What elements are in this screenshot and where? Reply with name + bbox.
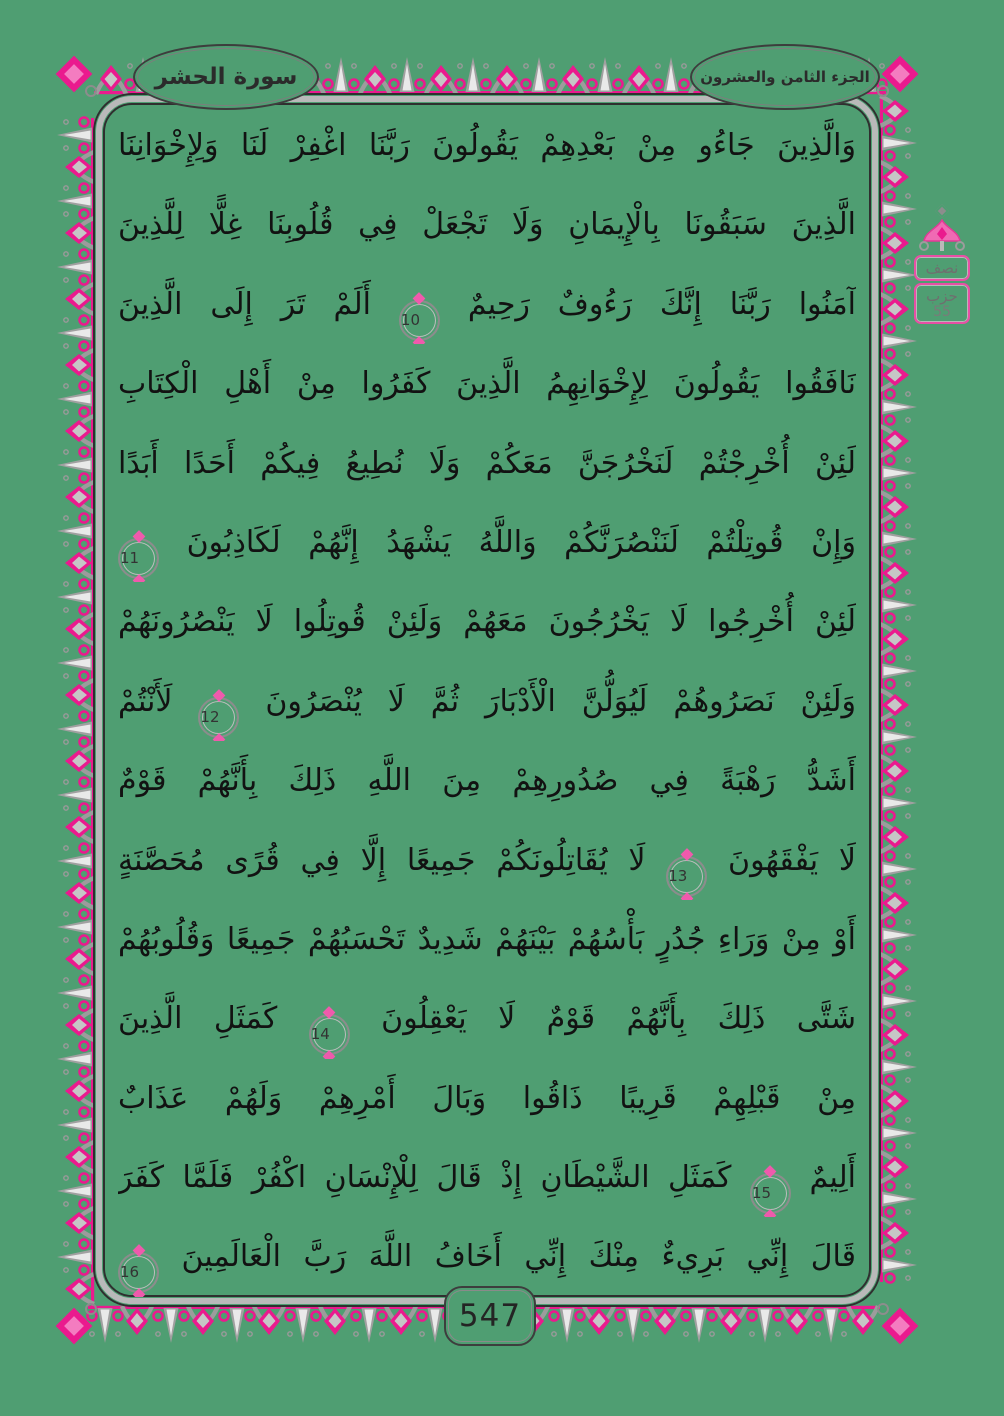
hizb-marker <box>914 206 970 324</box>
surah-name-cartouche <box>133 44 319 110</box>
page-number-cartouche <box>444 1286 536 1346</box>
ornamental-border-left <box>57 118 94 1307</box>
quran-line-text: وَلَئِنْ نَصَرُوهُمْ لَيُوَلُّنَّ الْأَدْبَارَ ثُمَّ لَا يُنْصَرُونَ <box>265 683 856 719</box>
quran-line <box>118 662 856 741</box>
quran-line <box>118 582 856 661</box>
quran-line <box>118 265 856 344</box>
half-hizb-box <box>914 255 970 281</box>
quran-line-text: لَا يَفْقَهُونَ <box>728 842 856 878</box>
quran-line-text: كَمَثَلِ الشَّيْطَانِ إِذْ قَالَ لِلْإِنْسَانِ اكْفُرْ فَلَمَّا كَفَرَ <box>118 1160 732 1196</box>
quran-line-text: لَئِنْ أُخْرِجْتُمْ لَنَخْرُجَنَّ مَعَكُمْ وَلَا نُطِيعُ فِيكُمْ أَحَدًا أَبَدًا <box>118 445 856 481</box>
quran-line-text: مِنْ قَبْلِهِمْ قَرِيبًا ذَاقُوا وَبَالَ أَمْرِهِمْ وَلَهُمْ عَذَابٌ <box>118 1080 856 1116</box>
quran-line-text: وَإِنْ قُوتِلْتُمْ لَنَنْصُرَنَّكُمْ وَاللَّهُ يَشْهَدُ إِنَّهُمْ لَكَاذِبُونَ <box>186 524 856 560</box>
quran-line-text: أَلِيمٌ <box>809 1160 856 1196</box>
verse-number-marker: 13 <box>666 856 707 897</box>
quran-line-text: وَالَّذِينَ جَاءُو مِنْ بَعْدِهِمْ يَقُولُونَ رَبَّنَا اغْفِرْ لَنَا وَلِإِخْوَانِنَا <box>118 128 856 163</box>
juz-cartouche <box>690 44 880 110</box>
diamond-icon <box>935 204 949 218</box>
quran-line <box>118 185 856 264</box>
quran-line-text: شَتَّى ذَلِكَ بِأَنَّهُمْ قَوْمٌ لَا يَعْقِلُونَ <box>381 1001 856 1037</box>
quran-line-text: لَأَنْتُمْ <box>118 683 173 719</box>
verse-number-marker: 12 <box>198 697 239 738</box>
quran-line-text: كَمَثَلِ الَّذِينَ <box>118 1001 278 1037</box>
quran-line-text: قَالَ إِنِّي بَرِيءٌ مِنْكَ إِنِّي أَخَافُ اللَّهَ رَبَّ الْعَالَمِينَ <box>181 1239 856 1275</box>
juz-label: الجزء الثامن والعشرون <box>700 68 870 86</box>
quran-line-text: لَا يُقَاتِلُونَكُمْ جَمِيعًا إِلَّا فِي قُرًى مُحَصَّنَةٍ <box>118 842 646 878</box>
verse-number-marker: 15 <box>750 1173 791 1214</box>
quran-line <box>118 741 856 820</box>
hizb-number-label: 55 <box>933 304 951 320</box>
half-hizb-label: نصف <box>925 259 959 277</box>
hizb-number-box <box>914 283 970 324</box>
surah-name-label: سورة الحشر <box>154 64 298 90</box>
quran-line-text: أَوْ مِنْ وَرَاءِ جُدُرٍ بَأْسُهُمْ بَيْنَهُمْ شَدِيدٌ تَحْسَبُهُمْ جَمِيعًا وَقُلُوبُهُمْ <box>118 921 856 957</box>
ornamental-border-right <box>880 94 917 1283</box>
quran-line <box>118 344 856 423</box>
verse-number-marker: 16 <box>118 1252 159 1293</box>
quran-line-text: نَافَقُوا يَقُولُونَ لِإِخْوَانِهِمُ الَّذِينَ كَفَرُوا مِنْ أَهْلِ الْكِتَابِ <box>118 366 856 402</box>
verse-number-marker: 10 <box>399 300 440 341</box>
quran-line-text: الَّذِينَ سَبَقُونَا بِالْإِيمَانِ وَلَا تَجْعَلْ فِي قُلُوبِنَا غِلًّا لِلَّذِينَ <box>118 207 856 243</box>
quran-line-text: أَشَدُّ رَهْبَةً فِي صُدُورِهِمْ مِنَ اللَّهِ ذَلِكَ بِأَنَّهُمْ قَوْمٌ <box>118 763 856 799</box>
quran-line-text: أَلَمْ تَرَ إِلَى الَّذِينَ <box>118 286 371 322</box>
verse-number-marker: 14 <box>309 1014 350 1055</box>
quran-line-text: لَئِنْ أُخْرِجُوا لَا يَخْرُجُونَ مَعَهُمْ وَلَئِنْ قُوتِلُوا لَا يَنْصُرُونَهُمْ <box>118 604 856 640</box>
quran-line <box>118 821 856 900</box>
quran-line <box>118 424 856 503</box>
quran-line <box>118 1217 856 1296</box>
quran-line <box>118 106 856 185</box>
hizb-word-label: حزب <box>926 287 958 305</box>
page-number-label: 547 <box>458 1298 522 1334</box>
quran-line <box>118 503 856 582</box>
verse-number-marker: 11 <box>118 538 159 579</box>
quran-line <box>118 900 856 979</box>
quran-line <box>118 1059 856 1138</box>
quran-text-area <box>118 106 856 1298</box>
dome-icon <box>916 219 968 253</box>
quran-line-text: آمَنُوا رَبَّنَا إِنَّكَ رَءُوفٌ رَحِيمٌ <box>467 286 856 322</box>
quran-line <box>118 979 856 1058</box>
quran-line <box>118 1138 856 1217</box>
